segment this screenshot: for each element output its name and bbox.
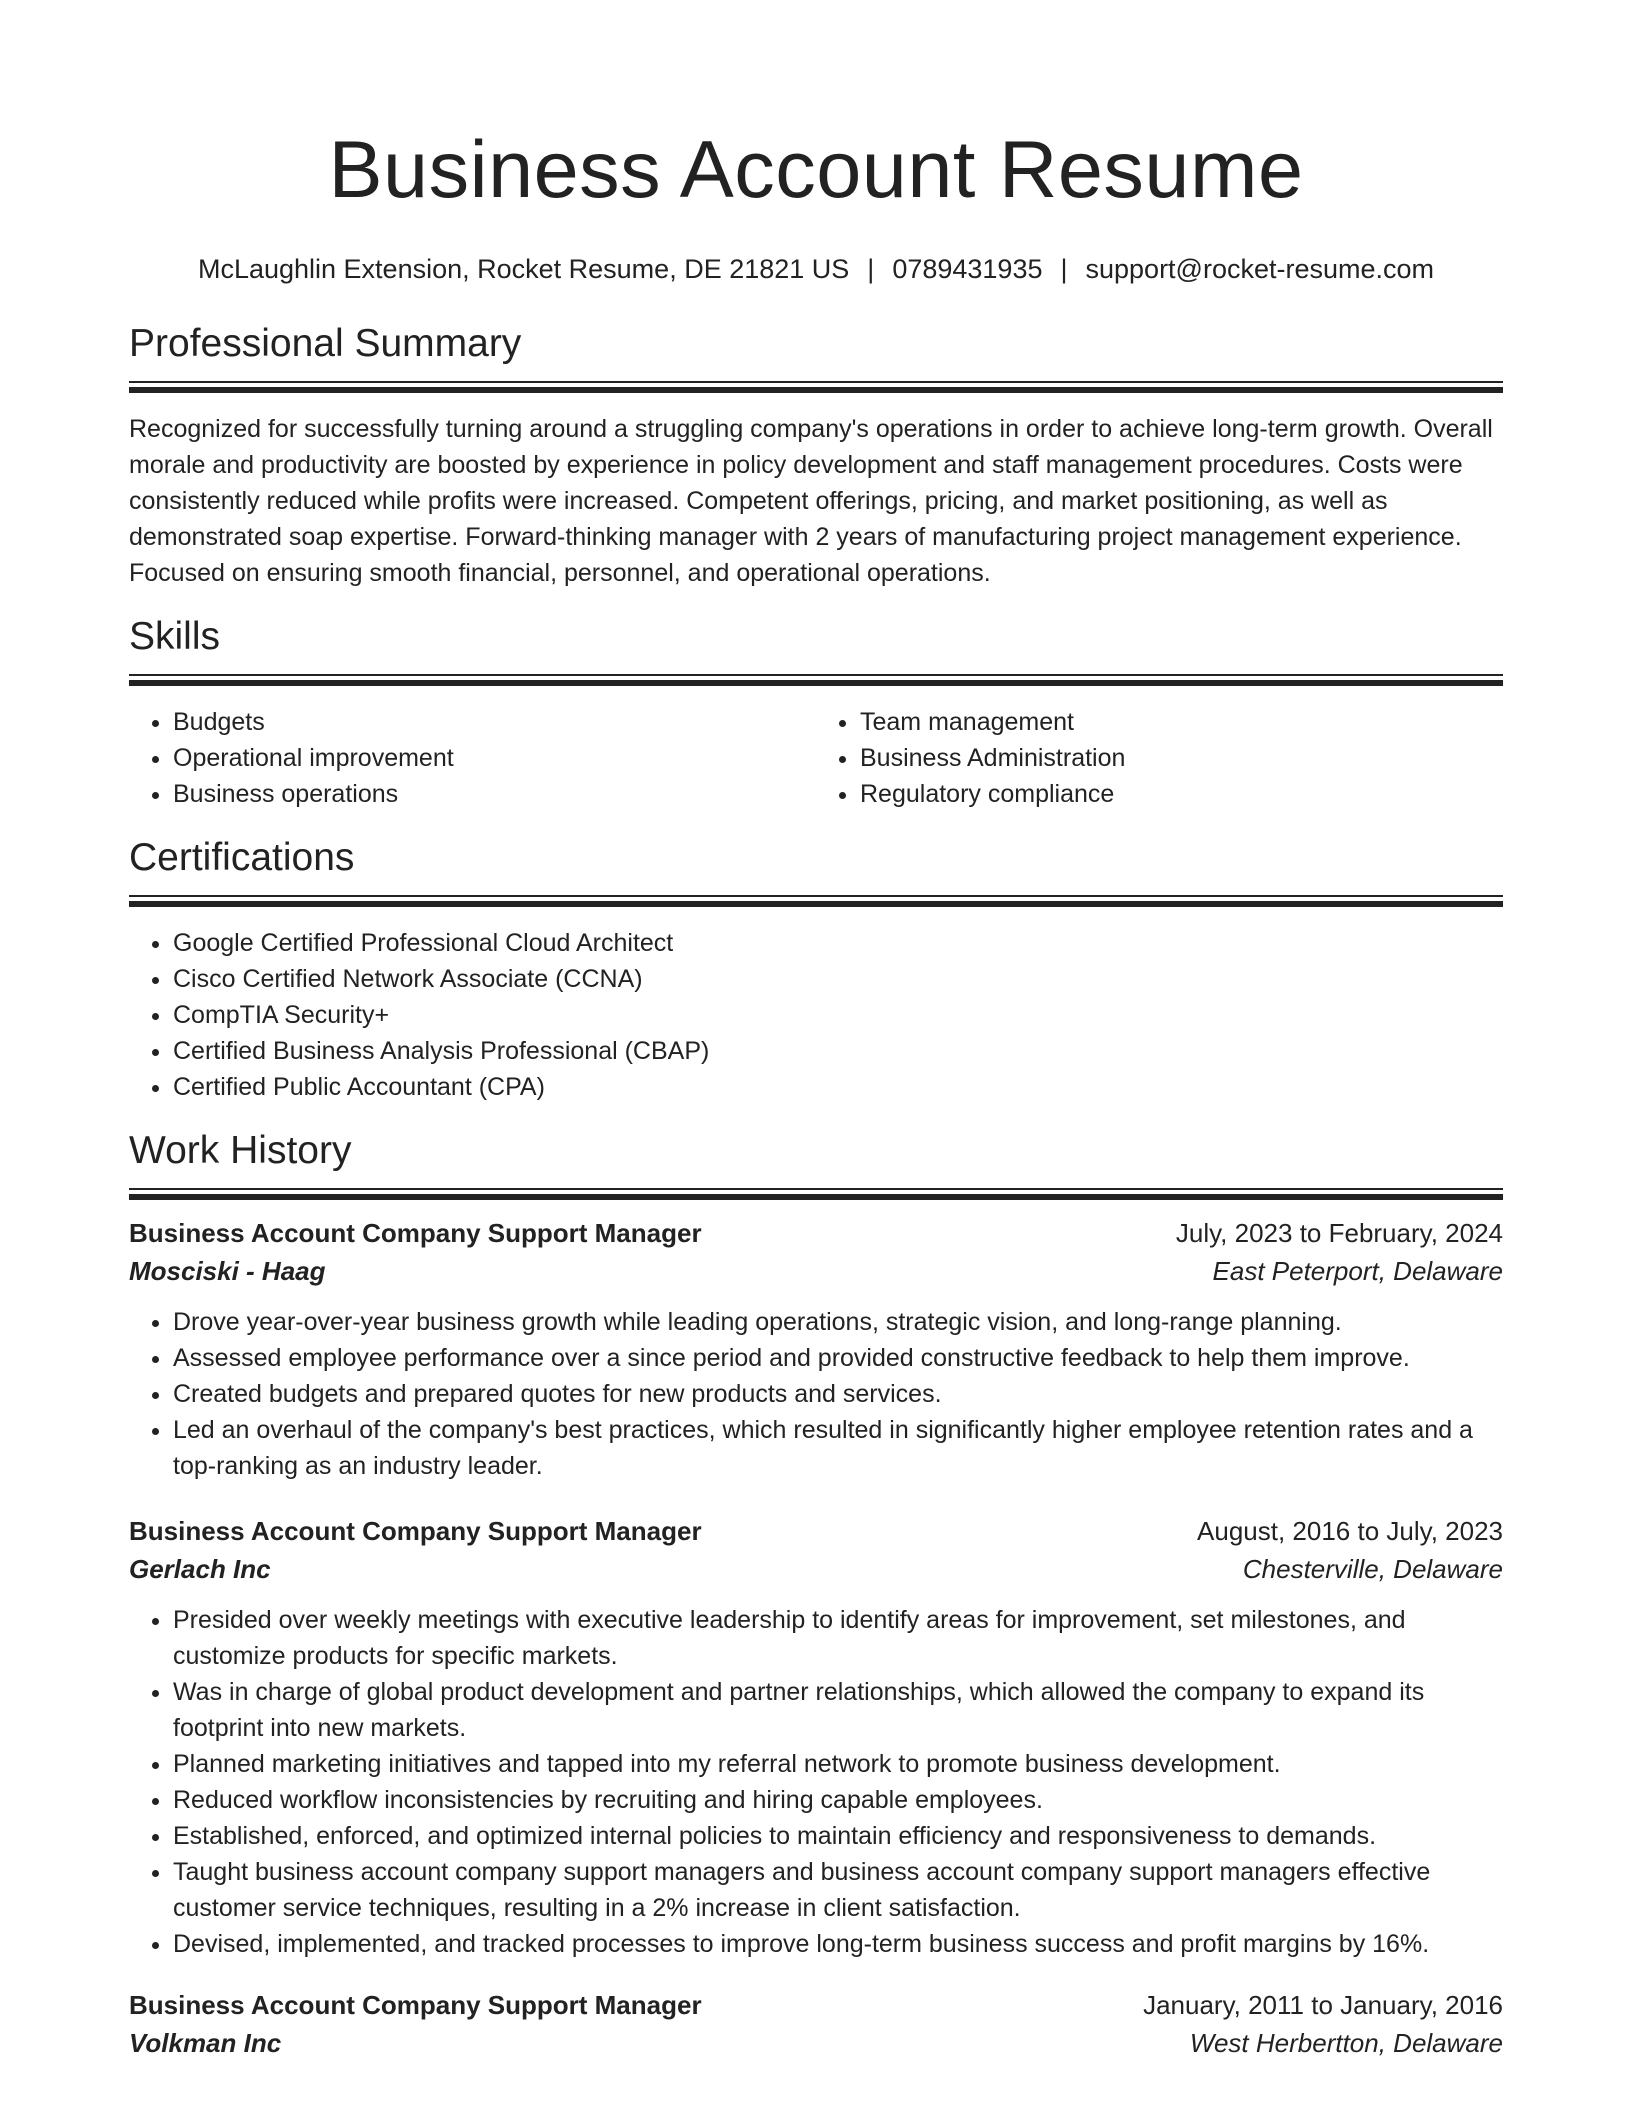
contact-separator: | [1060,254,1068,284]
job-entry [129,1214,1503,1484]
section-divider [129,1188,1503,1200]
certifications-section [129,834,1503,1105]
skill-item: • Team management [860,704,1503,740]
job-title: Business Account Company Support Manager [129,1516,702,1546]
summary-text: Recognized for successfully turning around a struggling company's operations in order to achieve long-term growth. Overall morale and productivity are boosted by experience in policy development and staff management procedures. Costs were consistently reduced while profits were increased. Competent offerings, pricing, and market positioning, as well as demonstrated soap expertise. Forward-thinking manager with 2 years of manufacturing project management experience. Focused on ensuring smooth financial, personnel, and operational operations. [129,415,1493,587]
certifications-heading: Certifications [129,836,355,879]
section-divider [129,674,1503,686]
skill-item: • Operational improvement [173,740,816,776]
certification-item: • Cisco Certified Network Associate (CCNA) [173,961,1503,997]
summary-section [129,320,1503,591]
summary-heading: Professional Summary [129,322,522,365]
job-bullet: • Created budgets and prepared quotes for new products and services. [173,1376,1503,1412]
job-header-row [129,1512,1503,1550]
contact-separator: | [867,254,875,284]
contact-address: McLaughlin Extension, Rocket Resume, DE 21821 US [197,254,850,284]
job-location: West Herbertton, Delaware [1189,2028,1503,2058]
certification-item: • CompTIA Security+ [173,997,1503,1033]
skill-item: • Budgets [173,704,816,740]
job-bullet: • Drove year-over-year business growth while leading operations, strategic vision, and long-range planning. [173,1304,1503,1340]
job-header-row [129,1214,1503,1252]
job-bullet: • Established, enforced, and optimized internal policies to maintain efficiency and responsiveness to demands. [173,1818,1503,1854]
job-bullet: • Devised, implemented, and tracked processes to improve long-term business success and profit margins by 16%. [173,1926,1503,1962]
job-bullet: • Presided over weekly meetings with executive leadership to identify areas for improvement, set milestones, and customize products for specific markets. [173,1602,1503,1674]
certifications-list [129,925,1503,1105]
job-bullet: • Was in charge of global product development and partner relationships, which allowed the company to expand its footprint into new markets. [173,1674,1503,1746]
skill-item: • Regulatory compliance [860,776,1503,812]
certification-item: • Google Certified Professional Cloud Architect [173,925,1503,961]
job-entry [129,1512,1503,1962]
job-header-row [129,1986,1503,2024]
job-company: Gerlach Inc [129,1554,271,1584]
job-dates: July, 2023 to February, 2024 [1175,1218,1503,1248]
work-history-heading: Work History [129,1129,352,1172]
contact-phone: 0789431935 [892,254,1043,284]
skill-item: • Business operations [173,776,816,812]
job-bullet: • Planned marketing initiatives and tapped into my referral network to promote business development. [173,1746,1503,1782]
section-divider [129,381,1503,393]
job-entry [129,1986,1503,2062]
job-dates: August, 2016 to July, 2023 [1197,1516,1503,1546]
work-history-section [129,1127,1503,2062]
section-divider [129,895,1503,907]
skills-grid [129,704,1503,812]
job-company: Volkman Inc [129,2028,282,2058]
job-bullets [129,1304,1503,1484]
job-bullet: • Led an overhaul of the company's best practices, which resulted in significantly higher employee retention rates and a top-ranking as an industry leader. [173,1412,1503,1484]
skills-section [129,613,1503,812]
skill-item: • Business Administration [860,740,1503,776]
job-title: Business Account Company Support Manager [129,1218,702,1248]
skills-list-right [816,704,1503,812]
job-title: Business Account Company Support Manager [129,1990,702,2020]
job-dates: January, 2011 to January, 2016 [1143,1990,1503,2020]
job-company-row [129,1252,1503,1290]
job-company-row [129,1550,1503,1588]
job-location: Chesterville, Delaware [1242,1554,1503,1584]
skills-list-left [129,704,816,812]
job-company-row [129,2024,1503,2062]
certification-item: • Certified Public Accountant (CPA) [173,1069,1503,1105]
job-bullet: • Assessed employee performance over a since period and provided constructive feedback to help them improve. [173,1340,1503,1376]
job-bullet: • Taught business account company support managers and business account company support managers effective customer service techniques, resulting in a 2% increase in client satisfaction. [173,1854,1503,1926]
job-company: Mosciski - Haag [129,1256,326,1286]
job-bullet: • Reduced workflow inconsistencies by recruiting and hiring capable employees. [173,1782,1503,1818]
job-location: East Peterport, Delaware [1212,1256,1503,1286]
resume-title: Business Account Resume [328,125,1304,215]
contact-email: support@rocket-resume.com [1085,254,1435,284]
skills-heading: Skills [129,615,221,658]
job-bullets [129,1602,1503,1962]
contact-line [129,252,1503,286]
certification-item: • Certified Business Analysis Professional (CBAP) [173,1033,1503,1069]
